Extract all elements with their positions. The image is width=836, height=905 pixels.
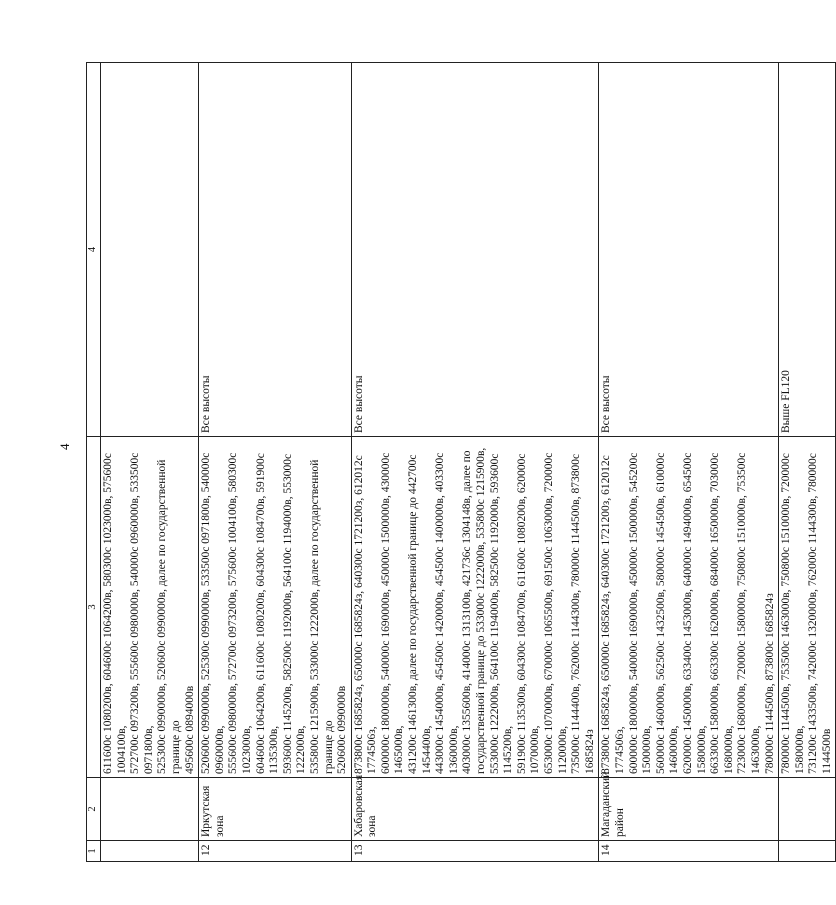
coord-line: 525300с 0990000в, 520600с 0990000в, далее по государственной границе до — [156, 459, 182, 774]
coord-line: 604600с 1064200в, 611600с 1080200в, 604300с 1084700в, 591900с 1135300в, — [254, 453, 281, 774]
coord-line: 780000с 1144500в, 753500с 1463000в, 750800с 1510000в, 720000с 1580000в, — [780, 453, 806, 774]
page-number: 4 — [57, 443, 72, 450]
zone-name: Хабаровская зона — [351, 778, 599, 841]
heights-cell: Все высоты — [199, 63, 352, 437]
zone-name: Иркутская зона — [199, 778, 352, 841]
coord-line: 591900с 1135300в, 604300с 1084700в, 611600с 1080200в, 620000с 1070000в, — [515, 453, 542, 774]
heights-cell: Выше FL120 — [779, 63, 836, 437]
coord-line: 572700с 0973200в, 555600с 0980000в, 540000с 0960000в, 533500с 0971800в, — [129, 452, 155, 774]
header-col-1: 1 — [87, 841, 101, 862]
coord-line: 520600с 0990000в, 525300с 0990000в, 533500с 0971800в, 540000с 0960000в, — [200, 452, 226, 774]
zone-name — [779, 778, 836, 841]
coord-line: 431200с 1461300в, далее по государственной границе до 442700с 1454400в, — [407, 454, 433, 774]
coord-line: 535800с 1215900в, 533000с 1222000в, далее по государственной границе до — [308, 459, 335, 774]
coord-line: 653000с 1070000в, 670000с 1065500в, 691500с 1063000в, 720000с 1120000в, — [543, 452, 569, 774]
coord-line: 611600с 1080200в, 604600с 1064200в, 580300с 1023000в, 575600с 1004100в, — [102, 453, 128, 774]
table-row — [779, 63, 836, 862]
coord-line: 593600с 1145200в, 582500с 1192000в, 564100с 1194000в, 553000с 1222000в, — [281, 453, 308, 774]
row-number: 14 — [599, 841, 779, 862]
coord-line: 600000с 1800000в, 540000с 1690000в, 450000с 1500000в, 545200с 1500000в, — [627, 452, 654, 774]
row-number: 13 — [351, 841, 599, 862]
coord-line: 443000с 1454000в, 454500с 1420000в, 454500с 1400000в, 403300с 1360000в, — [434, 452, 460, 774]
coord-line: государственной границе до 533000с 1222000в, 535800с 1215900в, — [475, 447, 488, 774]
heights-cell — [101, 63, 199, 437]
coord-line: 873800с 1685824з, 650000с 1685824з, 640300с 1721200з, 612012с 1774506з, — [600, 455, 626, 774]
coord-line: 560000с 1460000в, 562500с 1432500в, 580000с 1454500в, 610000с 1460000в, — [654, 452, 681, 774]
table-row — [351, 63, 599, 862]
coord-line: 735000с 1144400в, 762000с 1144300в, 780000с 1144500в, 873800с 1685824з — [570, 453, 596, 774]
heights-cell: Все высоты — [351, 63, 599, 437]
airspace-zones-table — [86, 62, 836, 862]
coord-line: 403000с 1355600в, 414000с 1313100в, 421736с 1304148в, далее по — [461, 450, 474, 774]
coord-line: 520600с 0990000в — [336, 685, 349, 774]
zone-name — [101, 778, 199, 841]
table-header-row — [87, 63, 101, 862]
coord-line: 553000с 1222000в, 564100с 1194000в, 582500с 1192000в, 593600с 1145200в, — [488, 453, 515, 774]
header-col-2: 2 — [87, 778, 101, 841]
table-row — [101, 63, 199, 862]
coordinates-cell — [351, 437, 599, 778]
coord-line: 620000с 1450000в, 633400с 1453000в, 640000с 1494000в, 654500с 1580000в, — [681, 452, 708, 774]
table-row — [199, 63, 352, 862]
coord-line: 495600с 0894000в — [183, 685, 196, 774]
rotated-table-container — [86, 62, 833, 862]
row-number — [101, 841, 199, 862]
header-col-4: 4 — [87, 63, 101, 437]
coord-line: 600000с 1800000в, 540000с 1690000в, 450000с 1500000в, 430000с 1465000в, — [379, 452, 406, 774]
row-number: 12 — [199, 841, 352, 862]
coord-line: 663300с 1580000в, 663300с 1620000в, 684000с 1650000в, 703000с 1680000в, — [709, 452, 735, 774]
row-number — [779, 841, 836, 862]
coord-line: 731200с 1433500в, 742000с 1320000в, 762000с 1144300в, 780000с 1144500в — [807, 453, 833, 774]
coord-line: 723000с 1680000в, 720000с 1580000в, 750800с 1510000в, 753500с 1463000в, — [736, 452, 762, 774]
zone-name: Магаданский район — [599, 778, 779, 841]
coord-line: 780000с 1144500в, 873800с 1685824з — [763, 593, 776, 774]
coordinates-cell — [101, 437, 199, 778]
coord-line: 555600с 0980000в, 572700с 0973200в, 575600с 1004100в, 580300с 1023000в, — [227, 452, 253, 774]
coordinates-cell — [599, 437, 779, 778]
heights-cell: Все высоты — [599, 63, 779, 437]
header-col-3: 3 — [87, 437, 101, 778]
coordinates-cell — [779, 437, 836, 778]
coordinates-cell — [199, 437, 352, 778]
coord-line: 873800с 1685824з, 650000с 1685824з, 640300с 1721200з, 612012с 1774506з, — [352, 455, 379, 774]
table-row — [599, 63, 779, 862]
